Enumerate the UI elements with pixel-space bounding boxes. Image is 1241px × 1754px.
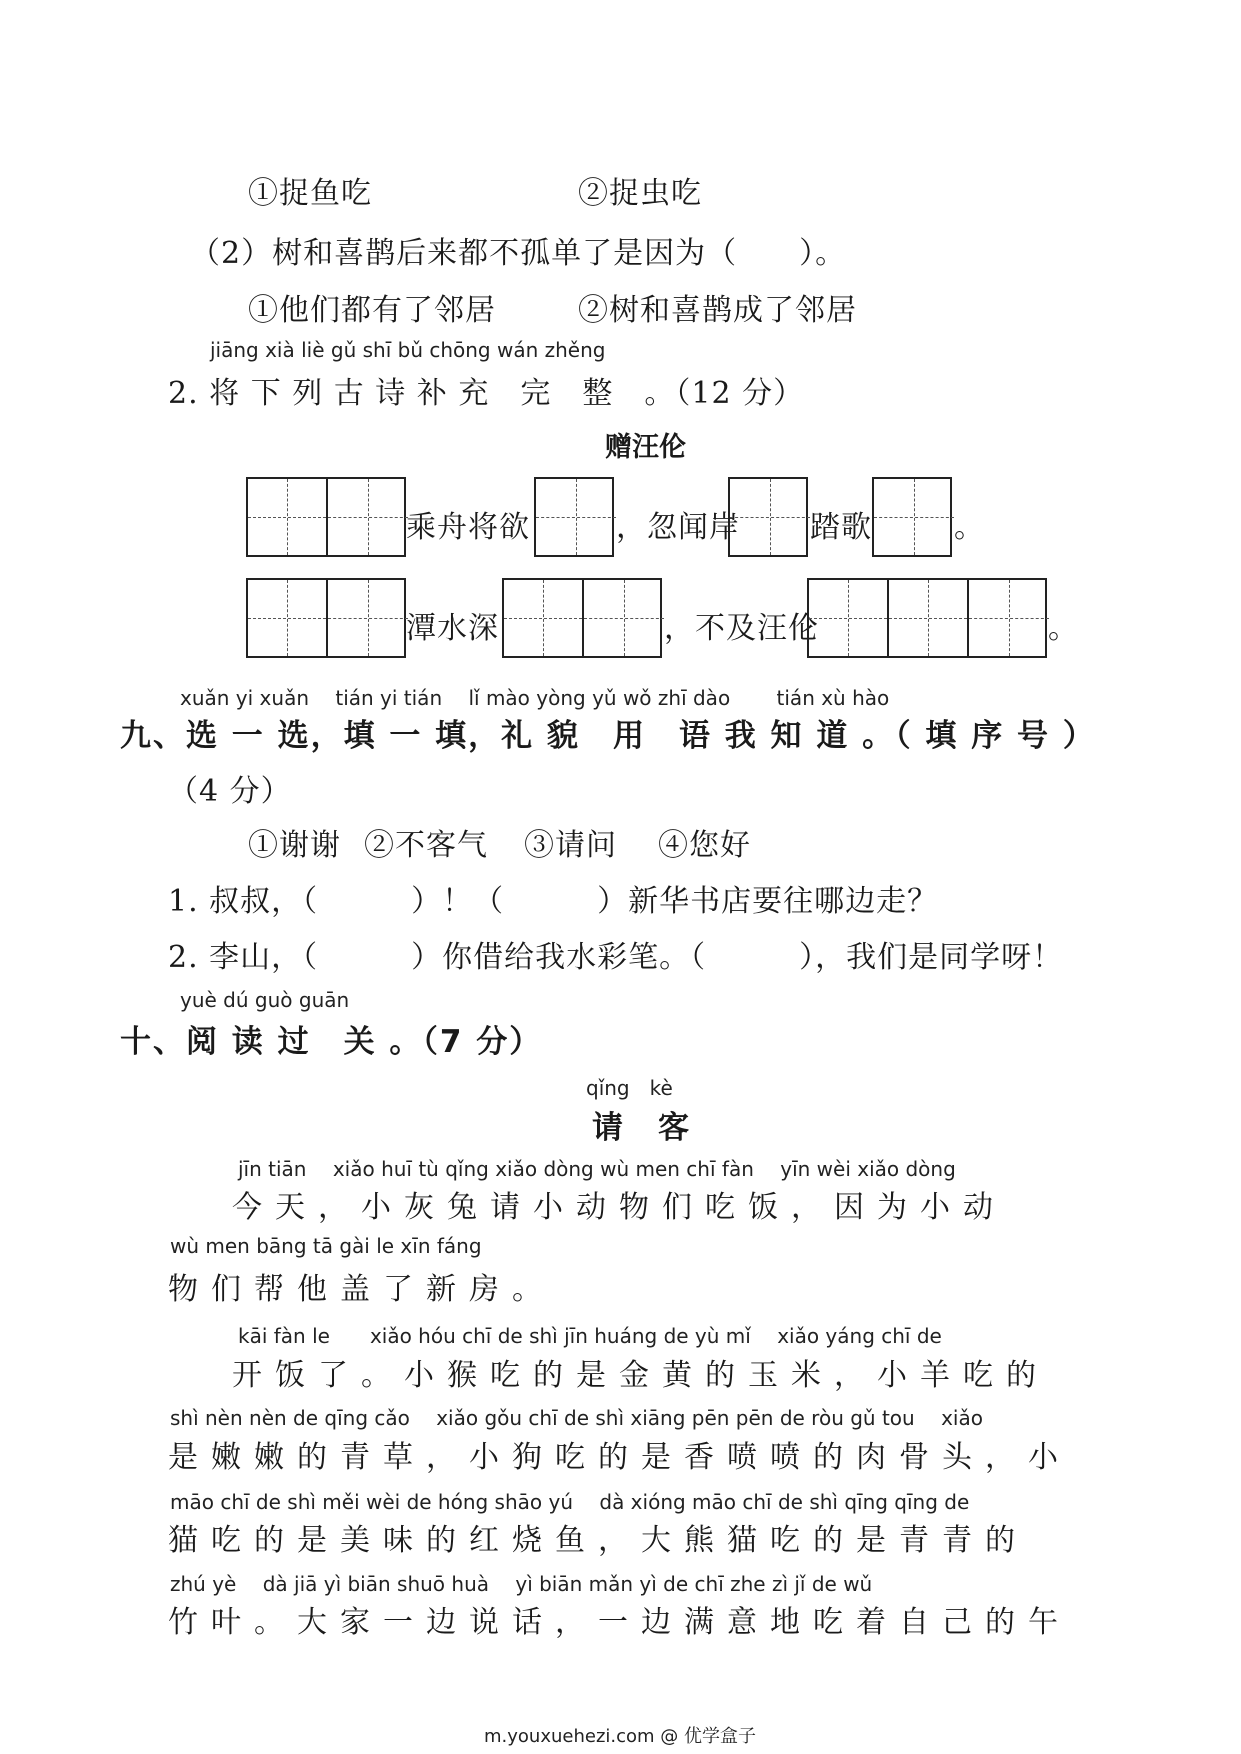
story-line-4-pinyin: shì nèn nèn de qīng cǎo xiǎo gǒu chī de shì xiāng pēn pēn de ròu gǔ tou xiǎo bbox=[170, 1406, 983, 1430]
poem-blank-3 bbox=[728, 477, 808, 557]
story-title-pinyin: qǐng kè bbox=[586, 1076, 673, 1100]
story-line-2: 物们帮他盖了新房。 bbox=[168, 1272, 555, 1307]
poem-blank-6 bbox=[502, 578, 662, 658]
q8-subquestion-2: （2）树和喜鹊后来都不孤单了是因为（ ）。 bbox=[190, 236, 847, 271]
poem-line2-text-1: 潭水深 bbox=[406, 611, 499, 646]
poem-line1-text-2: ，忽闻岸 bbox=[616, 510, 740, 545]
q9-pinyin: xuǎn yi xuǎn tián yi tián lǐ mào yòng yǔ wǒ zhī dào tián xù hào bbox=[180, 686, 890, 710]
story-title: 请 客 bbox=[592, 1110, 691, 1146]
poem-blank-1 bbox=[246, 477, 406, 557]
story-line-5: 猫吃的是美味的红烧鱼，大熊猫吃的是青青的 bbox=[168, 1523, 1028, 1558]
poem-title: 赠汪伦 bbox=[605, 432, 686, 463]
q9-option-1: ①谢谢 bbox=[248, 828, 341, 863]
story-line-6-pinyin: zhú yè dà jiā yì biān shuō huà yì biān mǎn yì de chī zhe zì jǐ de wǔ bbox=[170, 1572, 873, 1596]
poem-blank-7 bbox=[807, 578, 1047, 658]
story-line-6: 竹叶。大家一边说话，一边满意地吃着自己的午 bbox=[168, 1605, 1071, 1640]
poem-blank-2 bbox=[534, 477, 614, 557]
q8-sub2-option-1: ①他们都有了邻居 bbox=[248, 293, 496, 328]
story-line-3-pinyin: kāi fàn le xiǎo hóu chī de shì jīn huáng de yù mǐ xiǎo yáng chī de bbox=[238, 1324, 942, 1348]
q8-sub2-option-2: ②树和喜鹊成了邻居 bbox=[578, 293, 857, 328]
q8-option-1: ①捉鱼吃 bbox=[248, 176, 372, 211]
poem-line1-text-1: 乘舟将欲 bbox=[406, 510, 530, 545]
q9-option-4: ④您好 bbox=[658, 828, 751, 863]
story-line-1: 今天，小灰兔请小动物们吃饭，因为小动 bbox=[232, 1190, 1006, 1225]
q9-option-2: ②不客气 bbox=[364, 828, 488, 863]
story-line-1-pinyin: jīn tiān xiǎo huī tù qǐng xiǎo dòng wù men chī fàn yīn wèi xiǎo dòng bbox=[238, 1157, 956, 1181]
q9-item-1: 1. 叔叔，（ ）！（ ）新华书店要往哪边走？ bbox=[168, 884, 939, 919]
story-line-3: 开饭了。小猴吃的是金黄的玉米，小羊吃的 bbox=[232, 1358, 1049, 1393]
poem-line2-text-2: ，不及汪伦 bbox=[664, 611, 819, 646]
q2-pinyin: jiāng xià liè gǔ shī bǔ chōng wán zhěng bbox=[210, 338, 606, 362]
q9-heading: 九、选 一 选，填 一 填，礼 貌 用 语 我 知 道 。（ 填 序 号 ） bbox=[120, 718, 1096, 754]
q2-prompt: 2. 将 下 列 古 诗 补 充 完 整 。（12 分） bbox=[168, 376, 805, 411]
q8-option-2: ②捉虫吃 bbox=[578, 176, 702, 211]
q9-score: （4 分） bbox=[168, 774, 292, 809]
poem-blank-5 bbox=[246, 578, 406, 658]
story-line-4: 是嫩嫩的青草，小狗吃的是香喷喷的肉骨头，小 bbox=[168, 1440, 1071, 1475]
story-line-2-pinyin: wù men bāng tā gài le xīn fáng bbox=[170, 1234, 482, 1258]
poem-blank-4 bbox=[872, 477, 952, 557]
poem-line2-end: 。 bbox=[1048, 611, 1079, 646]
q9-option-3: ③请问 bbox=[524, 828, 617, 863]
q10-heading: 十、阅 读 过 关 。（7 分） bbox=[120, 1024, 543, 1060]
poem-line1-end: 。 bbox=[954, 510, 985, 545]
q9-item-2: 2. 李山，（ ）你借给我水彩笔。（ ），我们是同学呀！ bbox=[168, 940, 1064, 975]
story-line-5-pinyin: māo chī de shì měi wèi de hóng shāo yú dà xióng māo chī de shì qīng qīng de bbox=[170, 1490, 970, 1514]
q10-pinyin: yuè dú guò guān bbox=[180, 988, 350, 1012]
footer-watermark: m.youxuehezi.com @ 优学盒子 bbox=[484, 1726, 757, 1747]
poem-line1-text-3: 踏歌 bbox=[810, 510, 872, 545]
